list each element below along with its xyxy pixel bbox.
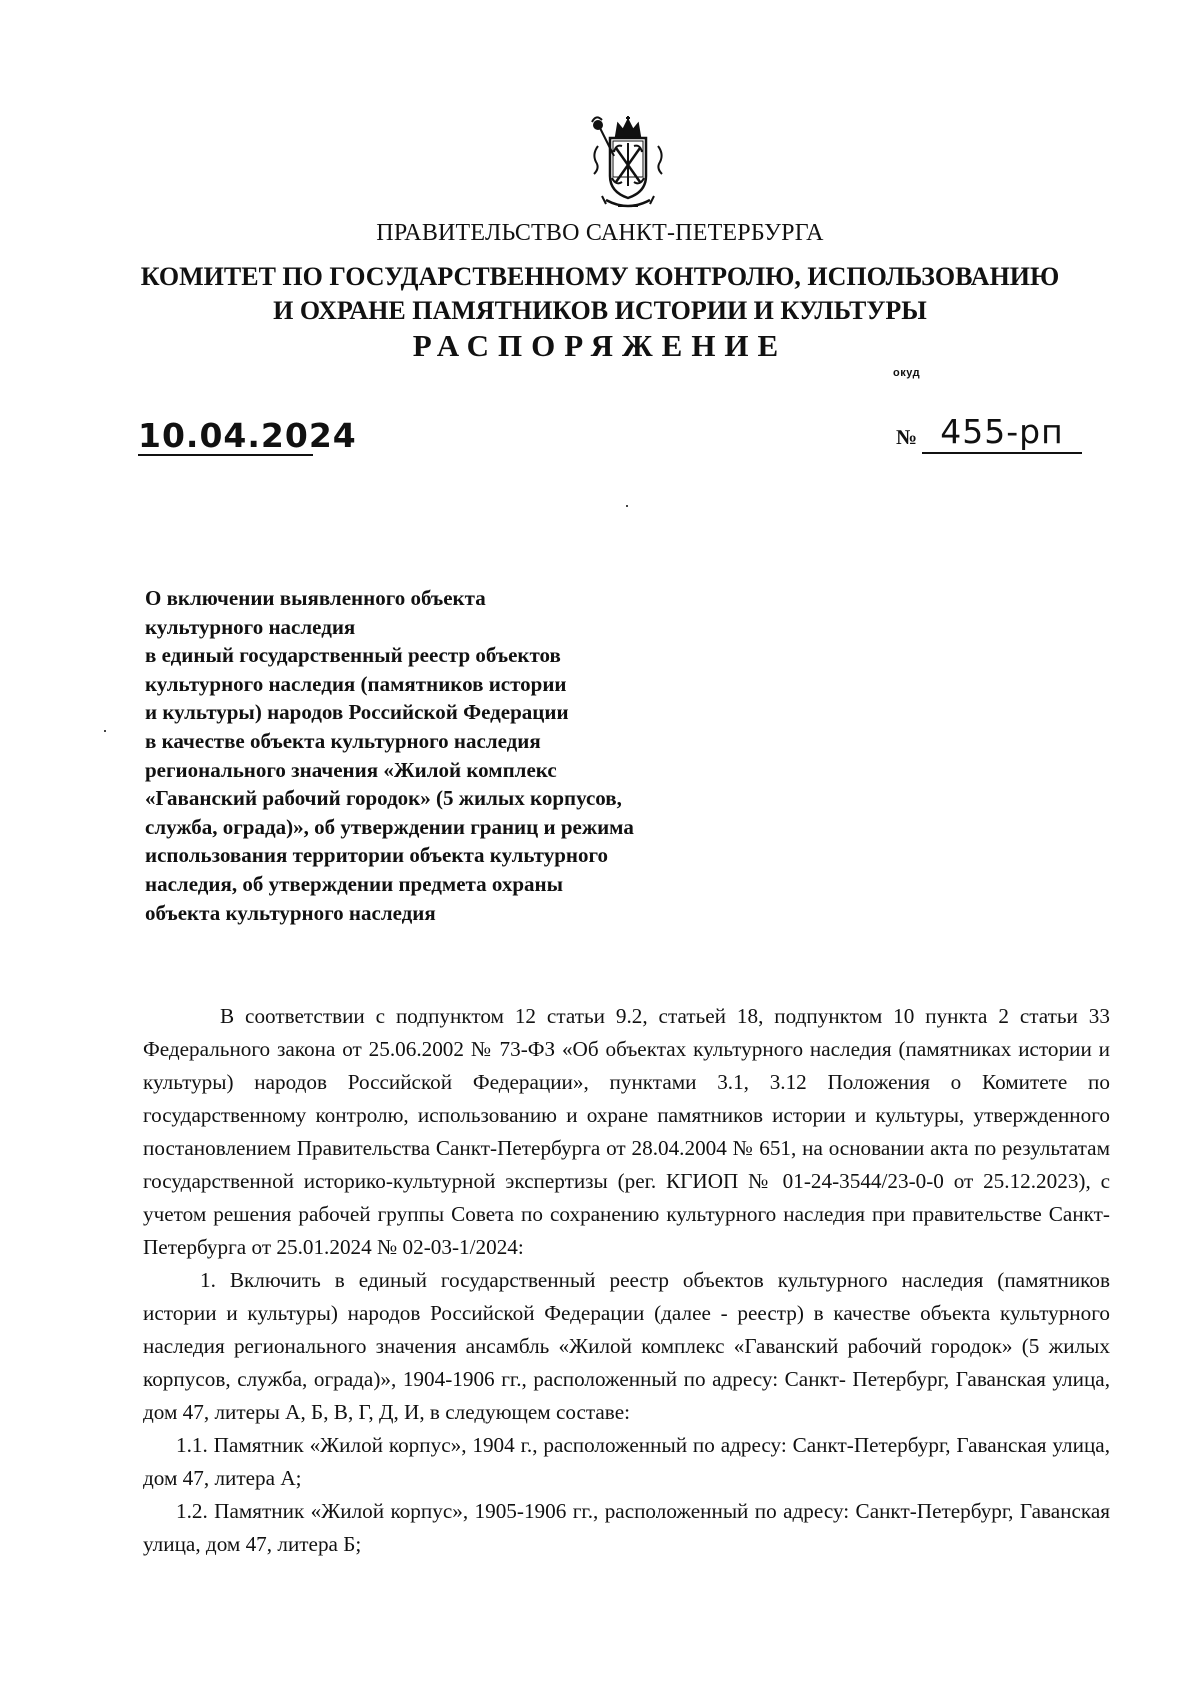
coat-of-arms-icon [588, 116, 668, 214]
subject-line: использования территории объекта культурного [145, 843, 608, 868]
subject-line: и культуры) народов Российской Федерации [145, 700, 569, 725]
subject-line: регионального значения «Жилой комплекс [145, 757, 557, 782]
order-date: 10.04.2024 [138, 416, 357, 455]
subject-line: наследия, об утверждении предмета охраны [145, 871, 564, 896]
subject-line: служба, ограда)», об утверждении границ и режима [145, 814, 634, 839]
order-number-sign: № [896, 425, 918, 449]
item-1-paragraph: 1. Включить в единый государственный реестр объектов культурного наследия (памятников истории и культуры) народов Российской Федерации (далее - реестр) в качестве объекта культурного наследия регионального значения ансамбль «Жилой комплекс «Гаванский рабочий городок» (5 жилых корпусов, служба, ограда)», 1904-1906 гг., расположенный по адресу: Санкт- Петербург, Гаванская улица, дом 47, литеры А, Б, В, Г, Д, И, в следующем составе: [143, 1268, 1110, 1424]
document-type-title: РАСПОРЯЖЕНИЕ [412, 328, 788, 363]
committee-title-line-2: И ОХРАНЕ ПАМЯТНИКОВ ИСТОРИИ И КУЛЬТУРЫ [273, 296, 927, 325]
order-subject [145, 584, 765, 927]
subject-line: культурного наследия (памятников истории [145, 671, 567, 696]
subject-line: в единый государственный реестр объектов [145, 643, 561, 668]
committee-title [0, 260, 1200, 328]
order-number: 455-рп [922, 412, 1082, 454]
scan-speck [104, 730, 106, 732]
subject-line: культурного наследия [145, 614, 356, 639]
item-1-2-paragraph: 1.2. Памятник «Жилой корпус», 1905-1906 гг., расположенный по адресу: Санкт-Петербург, Гаванская улица, дом 47, литера Б; [143, 1499, 1110, 1556]
okud-label: окуд [893, 367, 921, 379]
subject-line: объекта культурного наследия [145, 900, 436, 925]
item-1-1-paragraph: 1.1. Памятник «Жилой корпус», 1904 г., расположенный по адресу: Санкт-Петербург, Гаванская улица, дом 47, литера А; [143, 1433, 1110, 1490]
committee-title-line-1: КОМИТЕТ ПО ГОСУДАРСТВЕННОМУ КОНТРОЛЮ, ИСПОЛЬЗОВАНИЮ [140, 262, 1060, 291]
preamble-paragraph: В соответствии с подпунктом 12 статьи 9.2, статьей 18, подпунктом 10 пункта 2 статьи 33 Федерального закона от 25.06.2002 № 73-ФЗ «Об объектах культурного наследия (памятниках истории и культуры) народов Российской Федерации», пунктами 3.1, 3.12 Положения о Комитете по государственному контролю, использованию и охране памятников истории и культуры, утвержденного постановлением Правительства Санкт-Петербурга от 28.04.2004 № 651, на основании акта по результатам государственной историко-культурной экспертизы (рег. КГИОП № 01-24-3544/23-0-0 от 25.12.2023), с учетом решения рабочей группы Совета по сохранению культурного наследия при правительстве Санкт-Петербурга от 25.01.2024 № 02-03-1/2024: [143, 1004, 1110, 1259]
subject-line: в качестве объекта культурного наследия [145, 728, 541, 753]
order-body [143, 1000, 1110, 1561]
scan-speck [626, 505, 628, 507]
subject-line: «Гаванский рабочий городок» (5 жилых корпусов, [145, 786, 622, 811]
government-title: ПРАВИТЕЛЬСТВО САНКТ-ПЕТЕРБУРГА [376, 220, 824, 246]
subject-line: О включении выявленного объекта [145, 586, 486, 610]
